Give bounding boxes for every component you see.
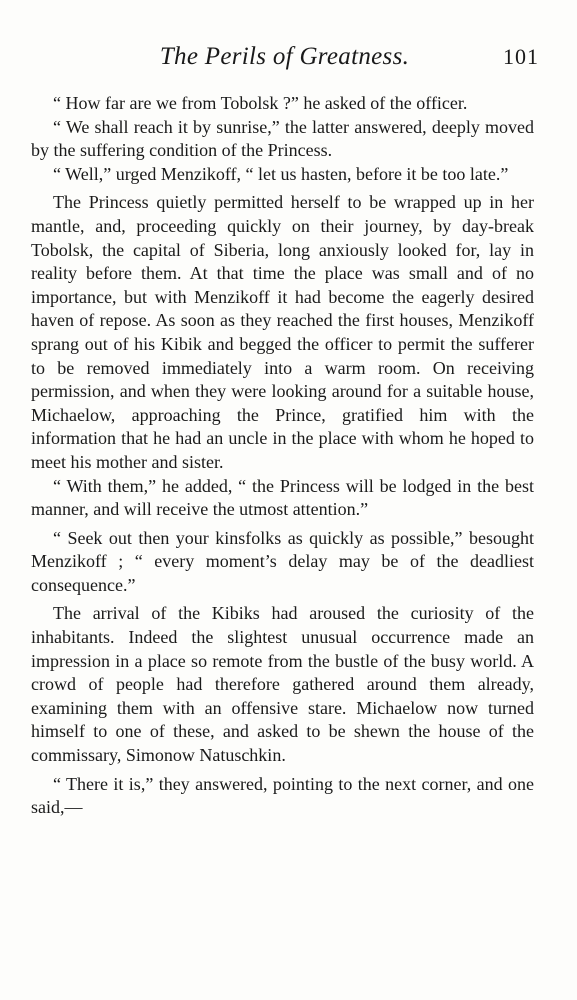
running-title: The Perils of Greatness. (159, 43, 410, 70)
paragraph: “ Seek out then your kinsfolks as quickly as possible,” besought Menzikoff ; “ every moment’s delay may be of the deadliest consequence.” (31, 527, 534, 595)
paragraph: The Princess quietly permitted herself to be wrapped up in her mantle, and, proceeding quickly on their journey, by day-break Tobolsk, the capital of Siberia, long anxiously looked for, lay in reality before them. At that time the place was small and of no importance, but with Menzikoff it had become the eagerly desired haven of repose. As soon as they reached the first houses, Menzikoff sprang out of his Kibik and begged the officer to permit the sufferer to be removed immediately into a warm room. On receiving permission, and when they were looking around for a suitable house, Michaelow, approaching the Prince, gratified him with the information that he had an uncle in the place with whom he hoped to meet his mother and sister. (31, 192, 534, 472)
running-head (30, 40, 539, 74)
page-number: 101 (503, 44, 539, 69)
paragraph: The arrival of the Kibiks had aroused the curiosity of the inhabitants. Indeed the slightest unusual occurrence made an impression in a place so remote from the bustle of the busy world. A crowd of people had therefore gathered around them already, examining them with an offensive stare. Michaelow now turned himself to one of these, and asked to be shewn the house of the commissary, Simonow Natuschkin. (31, 603, 534, 766)
paragraph: “ With them,” he added, “ the Princess will be lodged in the best manner, and will receive the utmost attention.” (31, 475, 534, 520)
paragraph: “ There it is,” they answered, pointing to the next corner, and one said,— (31, 773, 534, 818)
paragraph: “ Well,” urged Menzikoff, “ let us hasten, before it be too late.” (53, 163, 509, 184)
paragraph: “ We shall reach it by sunrise,” the latter answered, deeply moved by the suffering condition of the Princess. (31, 116, 534, 161)
body-text (31, 92, 534, 820)
paragraph: “ How far are we from Tobolsk ?” he asked of the officer. (53, 93, 468, 113)
